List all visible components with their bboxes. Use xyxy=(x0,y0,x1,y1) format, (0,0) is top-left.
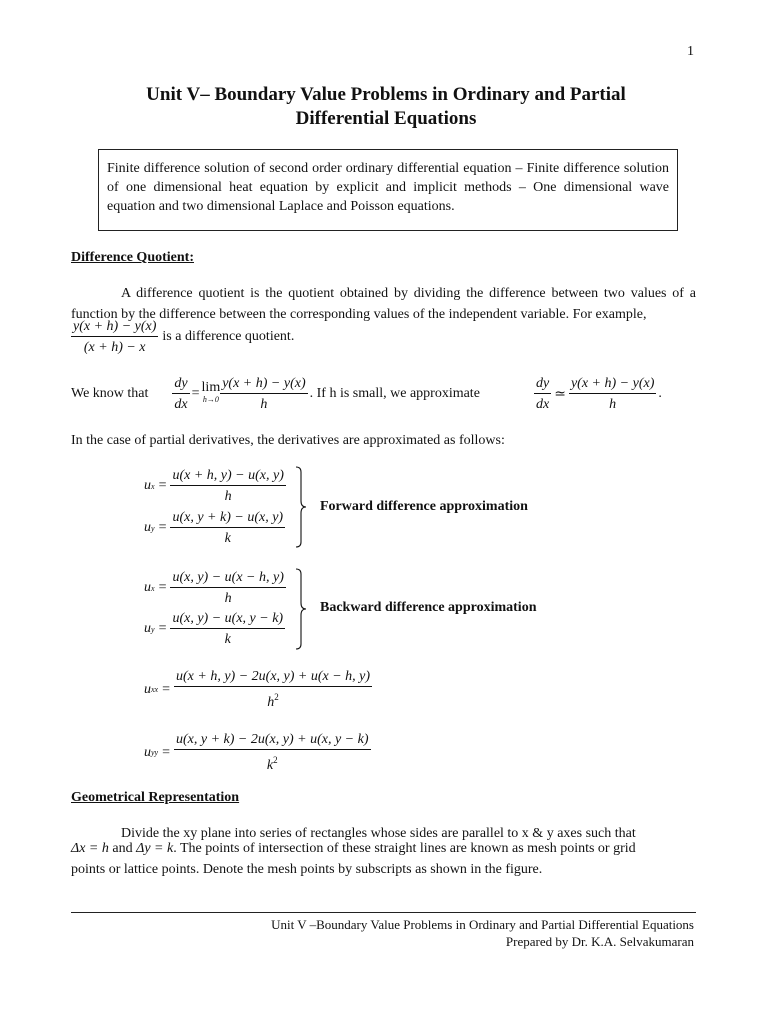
summary-box: Finite difference solution of second order ordinary differential equation – Finite difference solution of one dimensional heat equation by explicit and implicit methods – One dimensional wave equation and two dimensional Laplace and Poisson equations. xyxy=(98,149,678,231)
uxx-equation: u xx = $\frac{u(x + h, y) - 2u(x, y) + u(x - h, y)}{h^2}$ xyxy=(144,669,371,710)
title-line-1: Unit V– Boundary Value Problems in Ordinary and Partial xyxy=(146,84,626,105)
partial-derivatives-intro: In the case of partial derivatives, the derivatives are approximated as follows: xyxy=(71,433,505,448)
uxx-fraction: $\frac{u(x + h, y) - 2u(x, y) + u(x - h, y)}{h^2}$ xyxy=(176,669,371,710)
forward-uy-fraction: $\frac{u(x, y + k) - u(x, y)}{k}$ xyxy=(172,510,284,546)
if-h-small-text: . If h is small, we approximate xyxy=(309,386,480,401)
title-line-2: Differential Equations xyxy=(295,108,477,129)
approx-quotient-fraction: $\frac{y(x + h) - y(x)}{h}$ xyxy=(570,376,655,412)
forward-ux-fraction: $\frac{u(x + h, y) - u(x, y)}{h}$ xyxy=(172,468,284,504)
backward-uy-equation: u y = $\frac{u(x, y) - u(x, y - k)}{k}$ xyxy=(144,611,284,647)
footer-line-1: Unit V –Boundary Value Problems in Ordinary and Partial Differential Equations xyxy=(271,917,694,932)
derivative-definition: We know that $\frac{dy}{dx}$ = lim h→0 $\frac{y(x + h) - y(x)}{h}$ . If h is small, we approximate xyxy=(71,376,480,412)
dy-dx-fraction: $\frac{dy}{dx}$ xyxy=(174,376,188,412)
we-know-text: We know that xyxy=(71,386,149,401)
geometrical-paragraph-line3: points or lattice points. Denote the mesh points by subscripts as shown in the figure. xyxy=(71,862,543,877)
limit-quotient-fraction: $\frac{y(x + h) - y(x)}{h}$ xyxy=(222,376,306,412)
difference-quotient-paragraph: A difference quotient is the quotient obtained by dividing the difference between two values of a function by the difference between the corresponding values of the independent variable. For example, xyxy=(71,286,696,322)
uyy-equation: u yy = $\frac{u(x, y + k) - 2u(x, y) + u(x, y - k)}{k^2}$ xyxy=(144,732,369,773)
example-tail: is a difference quotient. xyxy=(162,329,295,344)
derivative-approximation: $\frac{dy}{dx}$ ≃ $\frac{y(x + h) - y(x)}{h}$ . xyxy=(536,376,662,412)
forward-difference-label: Forward difference approximation xyxy=(320,499,528,514)
backward-brace xyxy=(294,568,308,650)
backward-ux-fraction: $\frac{u(x, y) - u(x - h, y)}{h}$ xyxy=(172,570,284,606)
forward-brace xyxy=(294,466,308,548)
backward-difference-label: Backward difference approximation xyxy=(320,600,537,615)
limit-operator: lim h→0 xyxy=(201,380,221,404)
geometrical-paragraph-line2: Δx = h and Δy = k. The points of intersection of these straight lines are known as mesh points or grid xyxy=(71,841,636,856)
example-difference-quotient xyxy=(71,318,294,356)
geometrical-representation-heading: Geometrical Representation xyxy=(71,790,240,805)
geometrical-paragraph-line1: Divide the xy plane into series of rectangles whose sides are parallel to x & y axes such that xyxy=(121,826,636,841)
forward-uy-equation: u y = $\frac{u(x, y + k) - u(x, y)}{k}$ xyxy=(144,510,284,546)
difference-quotient-heading: Difference Quotient: xyxy=(71,250,194,265)
example-fraction: $\frac{y(x + h) - y(x)}{(x + h) - x}$ xyxy=(73,319,157,355)
footer-divider xyxy=(71,912,696,913)
approx-dy-dx-fraction: $\frac{dy}{dx}$ xyxy=(536,376,550,412)
uyy-fraction: $\frac{u(x, y + k) - 2u(x, y) + u(x, y - k)}{k^2}$ xyxy=(176,732,369,773)
forward-ux-equation: u x = $\frac{u(x + h, y) - u(x, y)}{h}$ xyxy=(144,468,284,504)
footer-line-2: Prepared by Dr. K.A. Selvakumaran xyxy=(505,934,694,949)
backward-ux-equation: u x = $\frac{u(x, y) - u(x - h, y)}{h}$ xyxy=(144,570,284,606)
backward-uy-fraction: $\frac{u(x, y) - u(x, y - k)}{k}$ xyxy=(172,611,284,647)
page-number: 1 xyxy=(687,44,694,59)
page-title xyxy=(60,83,712,131)
